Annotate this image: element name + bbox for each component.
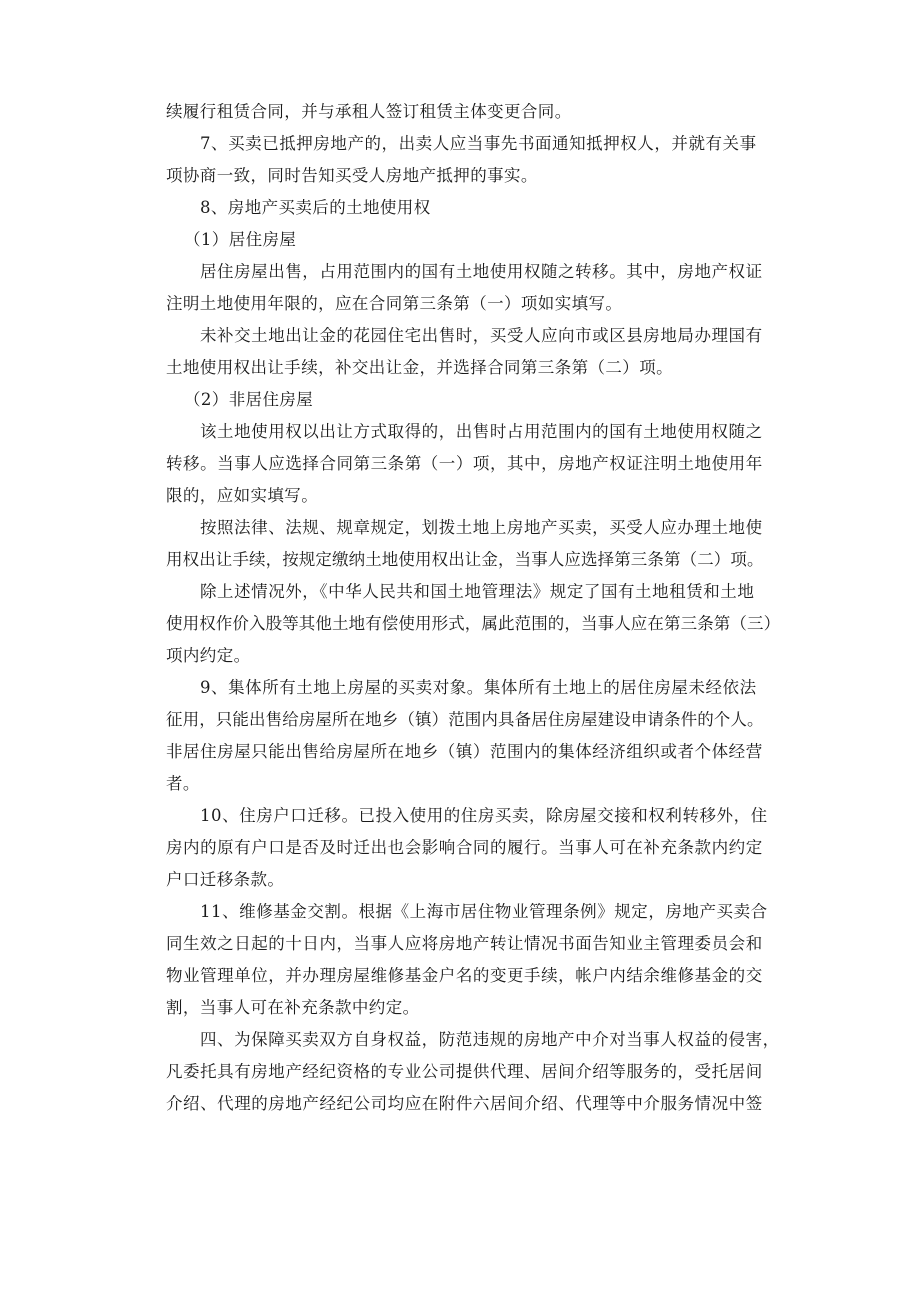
text-line-7: 注明土地使用年限的，应在合同第三条第（一）项如实填写。 xyxy=(166,294,623,313)
text-line-5: （1）居住房屋 xyxy=(184,230,297,249)
text-line-22: 者。 xyxy=(166,774,200,793)
text-line-11: 该土地使用权以出让方式取得的，出售时占用范围内的国有土地使用权随之 xyxy=(200,422,763,441)
text-line-12: 转移。当事人应选择合同第三条第（一）项，其中，房地产权证注明土地使用年 xyxy=(166,454,763,473)
text-line-26: 11、维修基金交割。根据《上海市居住物业管理条例》规定，房地产买卖合 xyxy=(200,902,768,921)
text-line-23: 10、住房户口迁移。已投入使用的住房买卖，除房屋交接和权利转移外，住 xyxy=(200,806,768,825)
text-line-10: （2）非居住房屋 xyxy=(184,390,314,409)
text-line-13: 限的，应如实填写。 xyxy=(166,486,319,505)
text-line-15: 用权出让手续，按规定缴纳土地使用权出让金，当事人应选择第三条第（二）项。 xyxy=(166,550,764,569)
text-line-16: 除上述情况外，《中华人民共和国土地管理法》规定了国有土地租赁和土地 xyxy=(200,582,755,601)
text-line-1: 续履行租赁合同，并与承租人签订租赁主体变更合同。 xyxy=(166,102,572,121)
text-line-2: 7、买卖已抵押房地产的，出卖人应当事先书面通知抵押权人，并就有关事 xyxy=(200,134,757,153)
text-line-30: 四、为保障买卖双方自身权益，防范违规的房地产中介对当事人权益的侵害， xyxy=(200,1030,780,1049)
text-line-21: 非居住房屋只能出售给房屋所在地乡（镇）范围内的集体经济组织或者个体经营 xyxy=(166,742,763,761)
text-line-4: 8、房地产买卖后的土地使用权 xyxy=(200,198,431,217)
text-line-14: 按照法律、法规、规章规定，划拨土地上房地产买卖，买受人应办理土地使 xyxy=(200,518,763,537)
text-line-19: 9、集体所有土地上房屋的买卖对象。集体所有土地上的居住房屋未经依法 xyxy=(200,678,757,697)
text-line-17: 使用权作价入股等其他土地有偿使用形式，属此范围的，当事人应在第三条第（三） xyxy=(166,614,781,633)
text-line-28: 物业管理单位，并办理房屋维修基金户名的变更手续，帐户内结余维修基金的交 xyxy=(166,966,763,985)
text-line-29: 割，当事人可在补充条款中约定。 xyxy=(166,998,420,1017)
text-line-3: 项协商一致，同时告知买受人房地产抵押的事实。 xyxy=(166,166,538,185)
text-line-20: 征用，只能出售给房屋所在地乡（镇）范围内具备居住房屋建设申请条件的个人。 xyxy=(166,710,764,729)
text-line-32: 介绍、代理的房地产经纪公司均应在附件六居间介绍、代理等中介服务情况中签 xyxy=(166,1094,763,1113)
text-line-18: 项内约定。 xyxy=(166,646,251,665)
text-line-25: 户口迁移条款。 xyxy=(166,870,285,889)
text-line-6: 居住房屋出售，占用范围内的国有土地使用权随之转移。其中，房地产权证 xyxy=(200,262,763,281)
text-line-31: 凡委托具有房地产经纪资格的专业公司提供代理、居间介绍等服务的，受托居间 xyxy=(166,1062,763,1081)
text-line-8: 未补交土地出让金的花园住宅出售时，买受人应向市或区县房地局办理国有 xyxy=(200,326,763,345)
text-line-24: 房内的原有户口是否及时迁出也会影响合同的履行。当事人可在补充条款内约定 xyxy=(166,838,763,857)
text-line-9: 土地使用权出让手续，补交出让金，并选择合同第三条第（二）项。 xyxy=(166,358,673,377)
text-line-27: 同生效之日起的十日内，当事人应将房地产转让情况书面告知业主管理委员会和 xyxy=(166,934,763,953)
